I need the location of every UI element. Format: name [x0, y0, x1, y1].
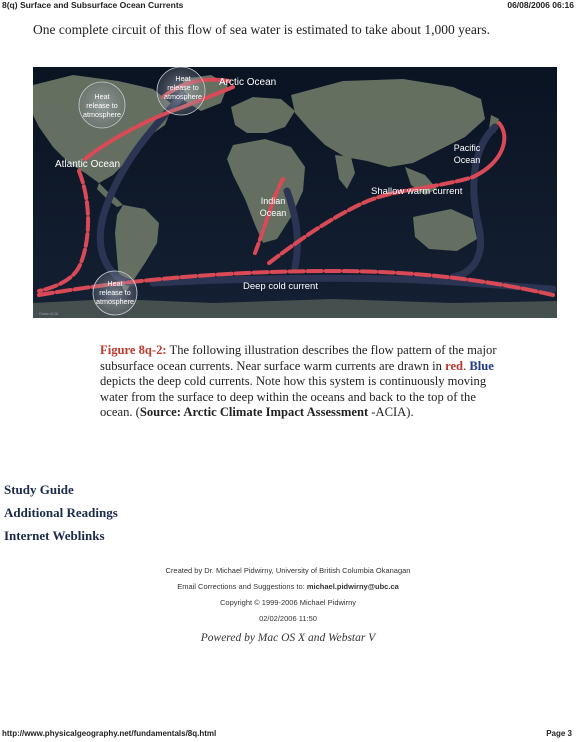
- heat-label-2-line3: atmosphere: [164, 92, 202, 101]
- label-deep-cold-current: Deep cold current: [243, 281, 318, 292]
- footer-email-link[interactable]: michael.pidwirny@ubc.ca: [306, 582, 399, 591]
- footer-email-line: [0, 582, 576, 591]
- caption-blue-word: Blue: [469, 358, 494, 373]
- ocean-currents-figure: [33, 67, 557, 318]
- print-header: [0, 0, 576, 12]
- label-arctic-ocean: Arctic Ocean: [219, 77, 277, 88]
- link-study-guide[interactable]: Study Guide: [4, 482, 74, 497]
- label-pacific-line2: Ocean: [453, 155, 481, 165]
- label-shallow-warm-current: Shallow warm current: [371, 186, 463, 197]
- footer-copyright: Copyright © 1999-2006 Michael Pidwirny: [219, 598, 356, 607]
- footer-powered-by: Powered by Mac OS X and Webstar V: [200, 632, 376, 644]
- caption-red-word: red: [445, 358, 464, 373]
- footer-email-prefix: Email Corrections and Suggestions to:: [177, 582, 307, 591]
- caption-source: Source: Arctic Climate Impact Assessment: [139, 405, 369, 420]
- heat-label-1-line2: release to: [86, 101, 118, 110]
- ocean-conveyor-map: [33, 67, 557, 318]
- figure-caption: [100, 343, 500, 421]
- heat-label-3-line2: release to: [99, 288, 131, 297]
- caption-text-2: .: [463, 358, 470, 373]
- footer-created: Created by Dr. Michael Pidwirny, University of British Columbia Okanagan: [165, 566, 411, 575]
- heat-label-2-line2: release to: [167, 83, 199, 92]
- label-atlantic-ocean: Atlantic Ocean: [55, 159, 121, 170]
- print-header-title: 8(q) Surface and Subsurface Ocean Currents: [2, 0, 184, 10]
- footer-date: 02/02/2006 11:50: [259, 614, 317, 623]
- heat-label-1-line1: Heat: [94, 92, 110, 101]
- figure-credit: Ocean ACIA: [39, 312, 59, 316]
- caption-text-3: depicts the deep cold currents. Note how this system is continuously moving water from the surface to deep within the oceans and back to the top of the ocean. (: [100, 374, 487, 420]
- caption-text-4: -ACIA).: [368, 405, 414, 420]
- intro-text: One complete circuit of this flow of sea water is estimated to take about 1,000 years.: [33, 22, 490, 37]
- site-footer: [0, 566, 576, 630]
- label-indian-line1: Indian: [260, 196, 286, 206]
- print-header-datetime: 06/08/2006 06:16: [507, 0, 574, 10]
- caption-figure-ref: Figure 8q-2:: [100, 343, 167, 357]
- caption-text-1: The following illustration describes the flow pattern of the major subsurface ocean currents. Near surface warm currents are drawn in: [100, 343, 497, 373]
- heat-label-3-line3: atmosphere: [96, 297, 134, 306]
- heat-label-2-line1: Heat: [175, 74, 191, 83]
- link-internet-weblinks[interactable]: Internet Weblinks: [4, 528, 105, 543]
- label-pacific-line1: Pacific: [453, 143, 481, 153]
- label-indian-line2: Ocean: [259, 208, 287, 218]
- heat-label-3-line1: Heat: [107, 279, 123, 288]
- link-additional-readings[interactable]: Additional Readings: [4, 505, 118, 520]
- print-footer-url: http://www.physicalgeography.net/fundamentals/8q.html: [2, 729, 217, 738]
- nav-links: [4, 482, 118, 551]
- heat-label-1-line3: atmosphere: [83, 110, 121, 119]
- print-footer-page: Page 3: [546, 729, 572, 738]
